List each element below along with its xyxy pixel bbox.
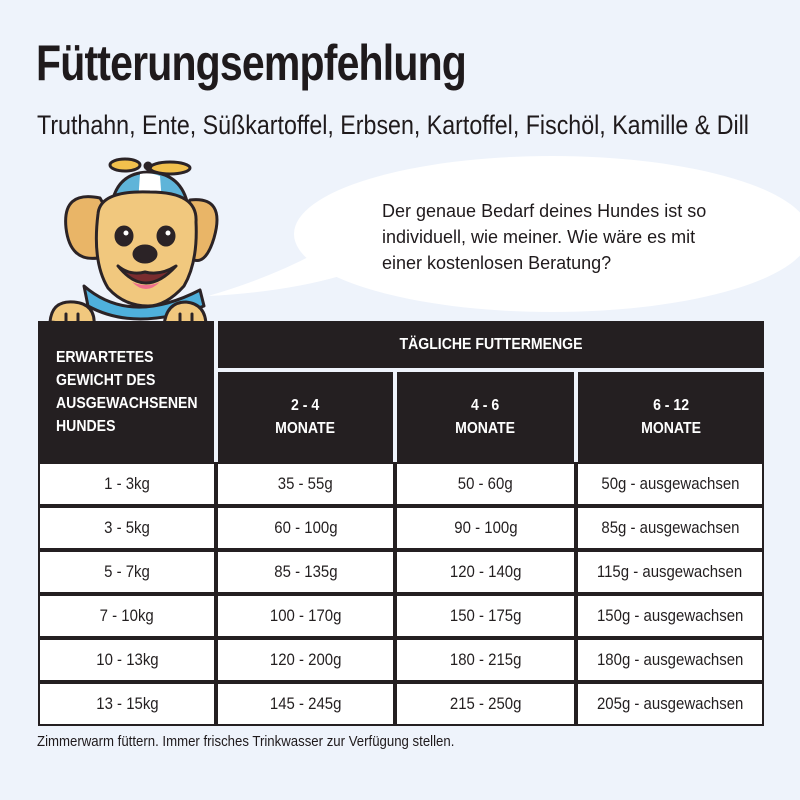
amount-cell: 115g - ausgewachsen — [576, 550, 764, 594]
amount-cell: 150 - 175g — [395, 594, 576, 638]
weight-header-line: HUNDES — [56, 417, 116, 435]
amount-cell: 120 - 140g — [395, 550, 576, 594]
amount-cell: 180 - 215g — [395, 638, 576, 682]
amount-cell: 120 - 200g — [216, 638, 395, 682]
amount-cell: 50 - 60g — [395, 462, 576, 506]
weight-column-header — [38, 321, 214, 462]
age-column-header — [578, 372, 764, 462]
speech-bubble-text — [382, 198, 717, 276]
age-unit: MONATE — [641, 420, 701, 437]
age-unit: MONATE — [275, 420, 336, 437]
bubble-line: Der genaue Bedarf deines Hundes ist so — [382, 201, 707, 221]
weight-cell: 1 - 3kg — [38, 462, 216, 506]
amount-cell: 205g - ausgewachsen — [576, 682, 764, 726]
age-column-header — [218, 372, 393, 462]
amount-cell: 35 - 55g — [216, 462, 395, 506]
daily-amount-header: TÄGLICHE FUTTERMENGE — [218, 321, 764, 368]
weight-cell: 5 - 7kg — [38, 550, 216, 594]
amount-cell: 180g - ausgewachsen — [576, 638, 764, 682]
ingredients-subtitle: Truthahn, Ente, Süßkartoffel, Erbsen, Kartoffel, Fischöl, Kamille & Dill — [37, 110, 749, 140]
age-range: 2 - 4 — [291, 397, 320, 414]
bubble-line: einer kostenlosen Beratung? — [382, 253, 612, 273]
feeding-table — [38, 321, 764, 726]
amount-cell: 145 - 245g — [216, 682, 395, 726]
weight-header-line: AUSGEWACHSENEN — [56, 394, 198, 412]
age-column-header — [397, 372, 574, 462]
bubble-line: individuell, wie meiner. Wie wäre es mit — [382, 227, 696, 247]
age-range: 6 - 12 — [652, 397, 689, 414]
age-unit: MONATE — [455, 420, 516, 437]
weight-cell: 10 - 13kg — [38, 638, 216, 682]
weight-cell: 3 - 5kg — [38, 506, 216, 550]
amount-cell: 100 - 170g — [216, 594, 395, 638]
age-range: 4 - 6 — [471, 397, 500, 414]
amount-cell: 50g - ausgewachsen — [576, 462, 764, 506]
amount-cell: 85 - 135g — [216, 550, 395, 594]
amount-cell: 215 - 250g — [395, 682, 576, 726]
amount-cell: 85g - ausgewachsen — [576, 506, 764, 550]
weight-header-line: ERWARTETES — [56, 348, 154, 366]
weight-cell: 13 - 15kg — [38, 682, 216, 726]
weight-header-line: GEWICHT DES — [56, 371, 156, 389]
weight-cell: 7 - 10kg — [38, 594, 216, 638]
dog-mascot-icon — [40, 152, 230, 332]
amount-cell: 60 - 100g — [216, 506, 395, 550]
amount-cell: 90 - 100g — [395, 506, 576, 550]
footnote: Zimmerwarm füttern. Immer frisches Trinkwasser zur Verfügung stellen. — [37, 733, 455, 750]
amount-cell: 150g - ausgewachsen — [576, 594, 764, 638]
page-title: Fütterungsempfehlung — [36, 35, 467, 91]
